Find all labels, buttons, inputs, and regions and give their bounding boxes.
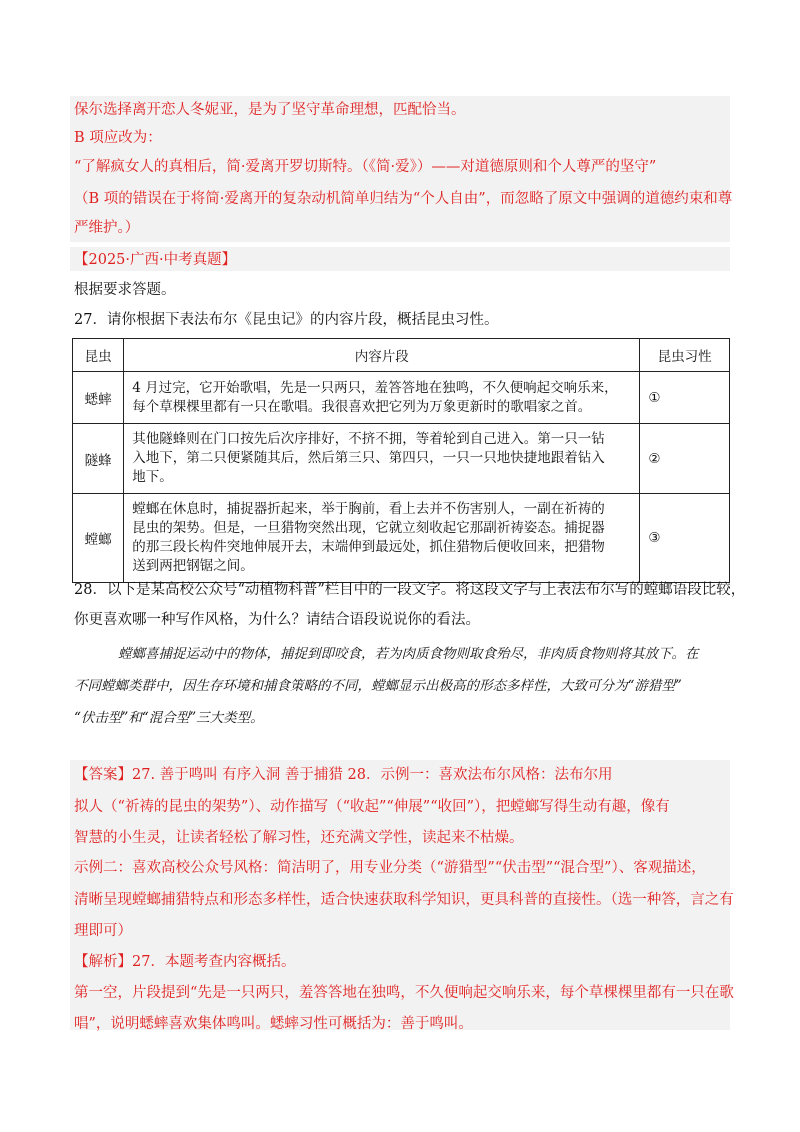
answer-line-2: 拟人（“祈祷的昆虫的架势”）、动作描写（“收起”“伸展”“收回”），把螳螂写得生动有趣，像有	[74, 799, 670, 815]
insect-table	[72, 338, 730, 583]
row-text-line: 昆虫的架势。但是，一旦猎物突然出现，它就立刻收起它那副祈祷姿态。捕捉器	[132, 520, 605, 536]
row-text-line: 其他隧蜂则在门口按先后次序排好，不挤不拥，等着轮到自己进入。第一只一钻	[132, 431, 605, 447]
table-row	[73, 494, 730, 583]
analysis-line-3: 唱”，说明蟋蟀喜欢集体鸣叫。蟋蟀习性可概括为：善于鸣叫。	[74, 1016, 473, 1032]
top-line-1: 保尔选择离开恋人冬妮亚，是为了坚守革命理想，匹配恰当。	[74, 102, 466, 118]
question-27: 27．请你根据下表法布尔《昆虫记》的内容片段，概括昆虫习性。	[74, 312, 499, 328]
row-insect: 螳螂	[73, 494, 124, 583]
answer-line-5: 清晰呈现螳螂捕猎特点和形态多样性，适合快速获取科学知识，更具科普的直接性。（选一种答，言之有	[74, 892, 734, 908]
header-insect: 昆虫	[73, 339, 124, 372]
row-content	[124, 372, 640, 424]
header-content: 内容片段	[124, 339, 640, 372]
top-line-3: “了解疯女人的真相后，简·爱离开罗切斯特。（《简·爱》）——对道德原则和个人尊严的坚守”	[74, 159, 657, 175]
question-28-line-1: 28．以下是某高校公众号“动植物科普”栏目中的一段文字。将这段文字与上表法布尔写的螳螂语段比较，	[74, 582, 746, 598]
row-text-line: 送到两把钢锯之间。	[132, 558, 254, 574]
top-line-2: B 项应改为：	[74, 130, 162, 146]
row-text-line: 4 月过完，它开始歌唱，先是一只两只，羞答答地在独鸣，不久便响起交响乐来，	[132, 379, 618, 396]
row-text-line: 螳螂在休息时，捕捉器折起来，举于胸前，看上去并不伤害别人，一副在祈祷的	[132, 501, 605, 517]
source-tag: 【2025·广西·中考真题】	[74, 252, 237, 268]
top-line-5: 严维护。）	[74, 220, 140, 236]
answer-line-4: 示例二：喜欢高校公众号风格：简洁明了，用专业分类（“游猎型”“伏击型”“混合型”）、客观描述，	[74, 860, 706, 876]
row-content	[124, 424, 640, 494]
row-text-line: 每个草棵棵里都有一只在歌唱。我很喜欢把它列为万象更新时的歌唱家之首。	[132, 398, 592, 415]
row-insect: 蟋蟀	[73, 372, 124, 424]
answer-line-3: 智慧的小生灵，让读者轻松了解习性，还充满文学性，读起来不枯燥。	[74, 830, 524, 846]
row-habit-mark: ①	[640, 372, 730, 424]
row-text-line: 地下。	[132, 469, 173, 485]
row-habit-mark: ②	[640, 424, 730, 494]
quote-line-1: 螳螂喜捕捉运动中的物体，捕捉到即咬食，若为肉质食物则取食殆尽，非肉质食物则将其放下。在	[118, 646, 699, 662]
table-row	[73, 372, 730, 424]
row-content	[124, 494, 640, 583]
top-line-4: （B 项的错误在于将简·爱离开的复杂动机简单归结为“个人自由”，而忽略了原文中强调的道德约束和尊	[74, 191, 733, 207]
question-28-line-2: 你更喜欢哪一种写作风格，为什么？请结合语段说说你的看法。	[74, 612, 480, 628]
header-habit: 昆虫习性	[640, 339, 730, 372]
table-header-row	[73, 339, 730, 372]
quote-line-3: “伏击型”和“混合型”三大类型。	[74, 710, 264, 726]
answer-line-6: 理即可）	[74, 923, 132, 939]
row-text-line: 的那三段长构件突地伸展开去，末端伸到最远处，抓住猎物后便收回来，把猎物	[132, 539, 605, 555]
quote-line-2: 不同螳螂类群中，因生存环境和捕食策略的不同，螳螂显示出极高的形态多样性，大致可分为“游猎型”	[74, 678, 682, 694]
analysis-line-2: 第一空，片段提到“先是一只两只，羞答答地在独鸣，不久便响起交响乐来，每个草棵棵里都有一只在歌	[74, 985, 734, 1001]
instruction: 根据要求答题。	[74, 282, 176, 298]
row-text-line: 入地下，第二只便紧随其后，然后第三只、第四只，一只一只地快捷地跟着钻入	[132, 450, 605, 466]
row-insect: 隧蜂	[73, 424, 124, 494]
answer-line-1: 【答案】27. 善于鸣叫 有序入洞 善于捕猎 28．示例一：喜欢法布尔风格：法布尔用	[74, 767, 613, 783]
table-row	[73, 424, 730, 494]
analysis-line-1: 【解析】27．本题考查内容概括。	[74, 954, 296, 970]
row-habit-mark: ③	[640, 494, 730, 583]
